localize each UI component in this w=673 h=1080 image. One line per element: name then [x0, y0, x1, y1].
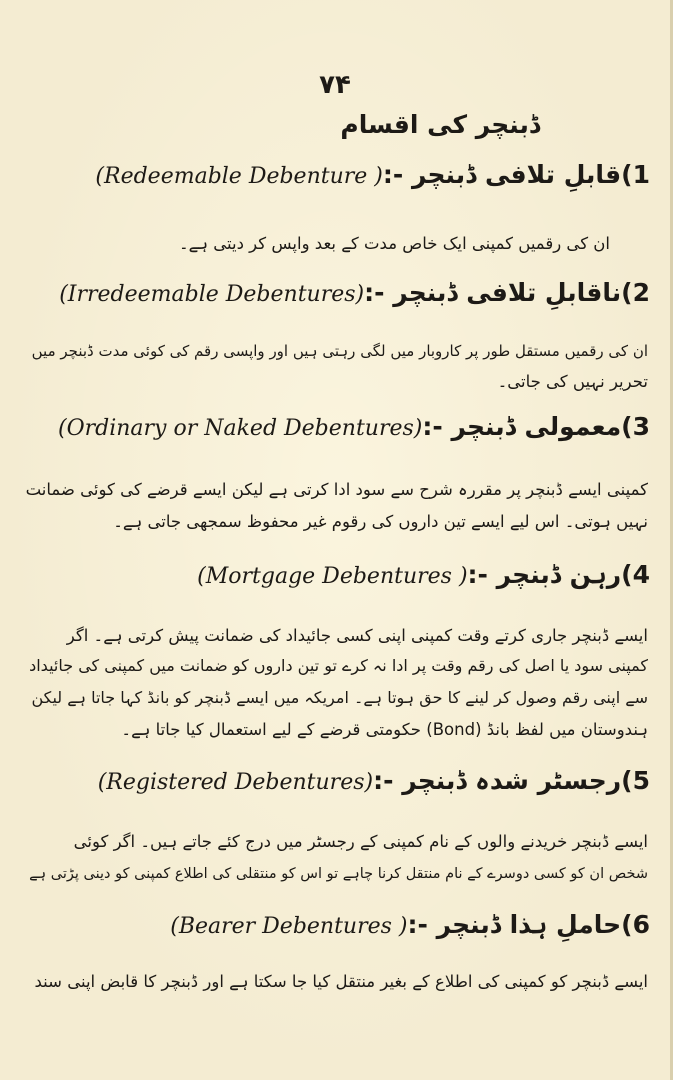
- section-6-english: (Bearer Debentures ): [170, 914, 408, 939]
- section-4-line-1: ایسے ڈبنچر جاری کرتے وقت کمپنی اپنی کسی جائیداد کی ضمانت پیش کرتی ہے۔ اگر: [66, 626, 648, 645]
- section-1-english: (Redeemable Debenture ): [95, 164, 383, 189]
- section-6-suffix: :-: [407, 910, 428, 939]
- section-6-title: حاملِ ہذا ڈبنچر: [436, 910, 622, 939]
- section-5-english: (Registered Debentures): [97, 770, 374, 795]
- section-4-title: رہن ڈبنچر: [496, 560, 622, 589]
- section-4-number: (4: [621, 560, 650, 589]
- section-3-suffix: :-: [422, 412, 443, 441]
- section-1-line-1: ان کی رقمیں کمپنی ایک خاص مدت کے بعد واپس کر دیتی ہے۔: [179, 234, 610, 253]
- section-2-title: ناقابلِ تلافی ڈبنچر: [393, 278, 622, 307]
- section-5-heading: [98, 766, 650, 795]
- section-5-title: رجسٹر شدہ ڈبنچر: [402, 766, 622, 795]
- section-2-suffix: :-: [364, 278, 385, 307]
- section-2-heading: [59, 278, 650, 307]
- section-3-heading: [58, 412, 650, 441]
- section-3-title: معمولی ڈبنچر: [451, 412, 622, 441]
- section-5-number: (5: [621, 766, 650, 795]
- section-5-line-1: ایسے ڈبنچر خریدنے والوں کے نام کمپنی کے رجسٹر میں درج کئے جاتے ہیں۔ اگر کوئی: [73, 832, 648, 851]
- section-1-title: قابلِ تلافی ڈبنچر: [411, 160, 622, 189]
- section-4-english: (Mortgage Debentures ): [197, 564, 468, 589]
- section-2-english: (Irredeemable Debentures): [59, 282, 365, 307]
- section-6-heading: [170, 910, 650, 939]
- section-3-english: (Ordinary or Naked Debentures): [58, 416, 423, 441]
- section-3-number: (3: [621, 412, 650, 441]
- section-4-line-2: کمپنی سود یا اصل کی رقم وقت پر ادا نہ کرے تو تین داروں کو ضمانت میں کمپنی کی جائیداد: [29, 656, 648, 675]
- section-2-line-1: ان کی رقمیں مستقل طور پر کاروبار میں لگی رہتی ہیں اور واپسی رقم کی کوئی مدت ڈبنچر میں: [31, 342, 648, 360]
- section-2-line-2: تحریر نہیں کی جاتی۔: [497, 372, 648, 391]
- section-2-number: (2: [621, 278, 650, 307]
- section-4-line-4: ہندوستان میں لفظ بانڈ (Bond) حکومتی قرضے کے لیے استعمال کیا جاتا ہے۔: [121, 720, 648, 739]
- section-6-line-1: ایسے ڈبنچر کو کمپنی کی اطلاع کے بغیر منتقل کیا جا سکتا ہے اور ڈبنچر کا قابض اپنی سند: [34, 972, 648, 991]
- section-1-suffix: :-: [382, 160, 404, 189]
- page-number: ۷۴: [319, 70, 351, 100]
- section-6-number: (6: [621, 910, 650, 939]
- section-1-heading: [95, 160, 650, 189]
- page-title: ڈبنچر کی اقسام: [340, 110, 540, 139]
- section-3-line-1: کمپنی ایسے ڈبنچر پر مقررہ شرح سے سود ادا کرتی ہے لیکن ایسے قرضے کی کوئی ضمانت: [25, 480, 648, 499]
- section-4-suffix: :-: [467, 560, 488, 589]
- section-4-line-3: سے اپنی رقم وصول کر لینے کا حق ہوتا ہے۔ امریکہ میں ایسے ڈبنچر کو بانڈ کہا جاتا ہے لیکن: [31, 688, 648, 707]
- section-4-heading: [197, 560, 650, 589]
- section-1-number: (1: [621, 160, 650, 189]
- section-5-line-2: شخص ان کو کسی دوسرے کے نام منتقل کرنا چاہے تو اس کو منتقلی کی اطلاع کمپنی کو دینی پڑتی ہے: [29, 866, 648, 882]
- section-3-line-2: نہیں ہوتی۔ اس لیے ایسے تین داروں کی رقوم غیر محفوظ سمجھی جاتی ہے۔: [113, 512, 648, 531]
- section-5-suffix: :-: [373, 766, 394, 795]
